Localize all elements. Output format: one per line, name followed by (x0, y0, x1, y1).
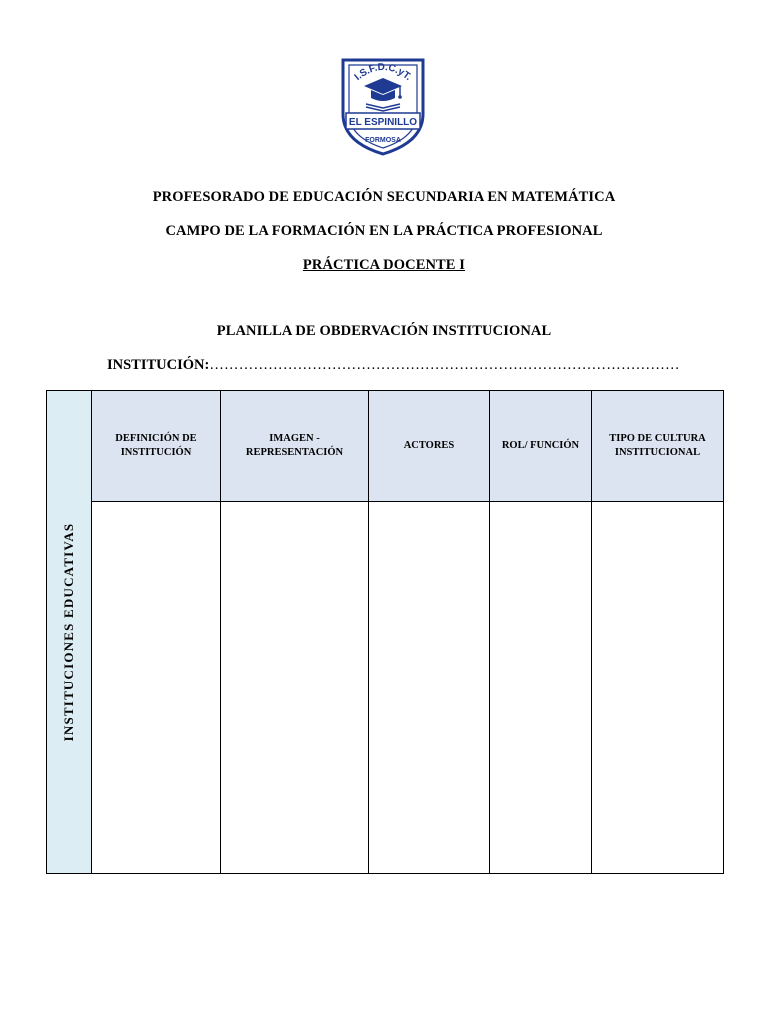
column-header: ACTORES (369, 391, 490, 502)
table-cell-actores[interactable] (369, 502, 490, 874)
side-label-cell (47, 391, 92, 874)
column-header: DEFINICIÓN DE INSTITUCIÓN (92, 391, 221, 502)
logo-location-text: FORMOSA (365, 137, 401, 144)
institution-fill-line[interactable]: …………………………………………………………………………………… (209, 357, 680, 373)
observation-table (46, 390, 724, 874)
table-cell-rol[interactable] (490, 502, 592, 874)
table-row (47, 502, 724, 874)
institution-field[interactable] (107, 357, 680, 374)
table-cell-definicion[interactable] (92, 502, 221, 874)
field-title: CAMPO DE LA FORMACIÓN EN LA PRÁCTICA PROFESIONAL (165, 223, 603, 239)
logo-arc-text: I.S.F.D.C.yT. (352, 61, 414, 83)
institution-label: INSTITUCIÓN: (107, 357, 210, 373)
logo-name-text: EL ESPINILLO (348, 117, 418, 128)
program-title: PROFESORADO DE EDUCACIÓN SECUNDARIA EN MATEMÁTICA (152, 189, 616, 205)
institution-logo (338, 52, 428, 156)
column-header: IMAGEN - REPRESENTACIÓN (221, 391, 369, 502)
side-label: INSTITUCIONES EDUCATIVAS (61, 522, 76, 742)
form-title: PLANILLA DE OBDERVACIÓN INSTITUCIONAL (216, 323, 552, 339)
table-cell-imagen[interactable] (221, 502, 369, 874)
table-header-row (47, 391, 724, 502)
column-header: ROL/ FUNCIÓN (490, 391, 592, 502)
column-header: TIPO DE CULTURA INSTITUCIONAL (592, 391, 724, 502)
course-title: PRÁCTICA DOCENTE I (302, 257, 466, 273)
svg-text:I.S.F.D.C.yT. (353, 62, 414, 83)
logo-lettering (338, 52, 428, 156)
table-cell-cultura[interactable] (592, 502, 724, 874)
